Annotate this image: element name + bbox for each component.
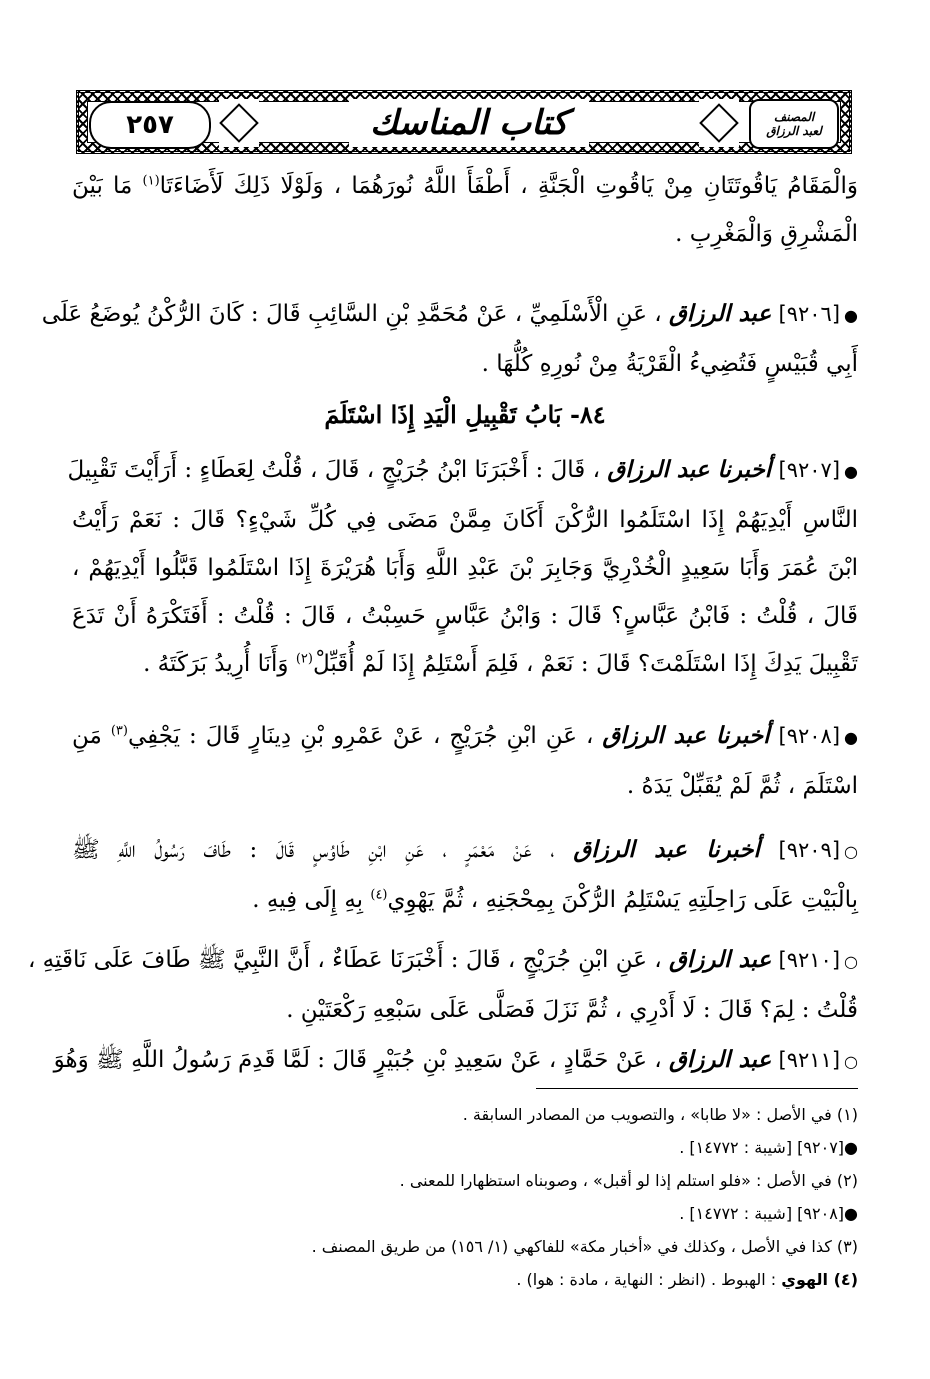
filled-bullet-icon: ●	[844, 462, 858, 481]
hadith-author: عبد الرزاق	[669, 1046, 772, 1073]
text-line	[72, 826, 858, 876]
hadith-number: [٩٢٠٧]	[778, 458, 841, 482]
footnote-marker: (٣)	[110, 723, 128, 739]
footnote-divider	[536, 1088, 858, 1089]
text-run: ، عَنْ حَمَّادٍ ، عَنْ سَعِيدِ بْنِ جُبَيْرٍ قَالَ : لَمَّا قَدِمَ رَسُولُ اللَّهِ ﷺ وَهُوَ	[53, 1047, 662, 1073]
hadith-number: [٩٢١١]	[778, 1048, 841, 1072]
hadith-9210	[27, 936, 858, 1034]
hollow-bullet-icon: ○	[844, 1052, 858, 1071]
hadith-number: [٩٢٠٨]	[778, 724, 841, 748]
text-run: ، قَالَ : أَخْبَرَنَا ابْنُ جُرَيْجٍ ، قَالَ ، قُلْتُ لِعَطَاءٍ : أَرَأَيْتَ تَقْبِيلَ	[67, 457, 601, 483]
hadith-number: [٩٢٠٩]	[778, 838, 841, 862]
footnote-2: (٢) في الأصل : «فلو استلم إذا لو أقبل» ، وصوبناه استظهارا للمعنى .	[399, 1171, 858, 1190]
hollow-bullet-icon: ○	[844, 952, 858, 971]
hadith-9207	[67, 446, 858, 688]
text-run: ، عَنِ ابْنِ جُرَيْجٍ ، قَالَ : أَخْبَرَنَا عَطَاءٌ ، أَنَّ النَّبِيَّ ﷺ طَافَ عَلَى نَاقَتِهِ ،	[27, 947, 662, 973]
filled-bullet-icon: ●	[844, 306, 858, 325]
text-block-top	[72, 162, 858, 258]
text-run: بِالْبَيْتِ عَلَى رَاحِلَتِهِ يَسْتَلِمُ الرُّكْنَ بِمِحْجَنِهِ ، ثُمَّ يَهْوِي	[387, 887, 858, 913]
hadith-9211	[53, 1036, 858, 1086]
hadith-9209	[72, 826, 858, 924]
text-run: ، عَنْ مَعْمَرٍ ، عَنِ ابْنِ طَاوُسٍ قَالَ : طَافَ رَسُولُ اللَّهِ ﷺ	[72, 837, 555, 863]
source-9207	[72, 1131, 858, 1164]
filled-bullet-icon: ●	[844, 1138, 858, 1157]
hadith-9208	[72, 712, 858, 810]
book-logo-line1: المصنف	[773, 110, 815, 124]
hadith-author: أخبرنا عبد الرزاق	[607, 456, 772, 483]
text-run: تَقْبِيلَ يَدِكَ إِذَا اسْتَلَمْتَ؟ قَالَ : نَعَمْ ، فَلِمَ أَسْتَلِمُ إِذَا لَمْ أُقَبِّلْ	[312, 651, 858, 677]
ornament-icon	[699, 99, 739, 147]
footnote-term: (٤) الهوي	[781, 1270, 858, 1289]
ornament-icon	[219, 99, 259, 147]
page-number: ٢٥٧	[89, 101, 211, 149]
text-line	[72, 640, 858, 688]
text-line: قَالَ ، قُلْتُ : فَابْنُ عَبَّاسٍ؟ قَالَ : وَابْنُ عَبَّاسٍ حَسِبْتُ ، قَالَ : قُلْتُ : أَفَتَكْرَهُ أَنْ تَدَعَ	[72, 603, 858, 629]
footnote-marker: (٤)	[370, 887, 388, 903]
text-run: وَالْمَقَامُ يَاقُوتَتَانِ مِنْ يَاقُوتِ الْجَنَّةِ ، أَطْفَأَ اللَّهُ نُورَهُمَا ، وَلَوْلَا ذَلِكَ لَأَضَاءَتَا	[159, 173, 858, 199]
source-text: [٩٢٠٧] [شيبة : ١٤٧٧٢] .	[679, 1138, 845, 1157]
source-9208	[72, 1197, 858, 1230]
chapter-heading: ٨٤- بَابُ تَقْبِيلِ الْيَدِ إِذَا اسْتَلَمَ	[324, 400, 606, 429]
footnote-3: (٣) كذا في الأصل ، وكذلك في «أخبار مكة» للفاكهي (١/ ١٥٦) من طريق المصنف .	[311, 1237, 858, 1256]
hadith-9206	[41, 290, 858, 388]
text-run: وَأَنَا أُرِيدُ بَرَكَتَهُ .	[143, 651, 289, 677]
hadith-author: أخبرنا عبد الرزاق	[602, 722, 770, 749]
text-run: ، عَنِ ابْنِ جُرَيْجٍ ، عَنْ عَمْرِو بْنِ دِينَارٍ قَالَ : يَجْفِي	[127, 723, 594, 749]
text-line	[53, 1036, 858, 1086]
text-run: مَا بَيْنَ	[72, 173, 133, 199]
hadith-author: عبد الرزاق	[669, 300, 772, 327]
book-logo	[749, 99, 839, 149]
text-run: بِهِ إِلَى فِيهِ .	[252, 887, 364, 913]
text-line	[72, 162, 858, 210]
text-line: أَبِي قُبَيْسٍ فَتُضِيءُ الْقَرْيَةُ مِنْ نُورِهِ كُلُّهَا .	[481, 351, 858, 377]
text-line	[41, 290, 858, 340]
text-line: الْمَشْرِقِ وَالْمَغْرِبِ .	[675, 221, 858, 247]
text-line: النَّاسِ أَيْدِيَهُمْ إِذَا اسْتَلَمُوا الرُّكْنَ أَكَانَ مِمَّنْ مَضَى فِي كُلِّ شَيْءٍ؟ قَالَ : نَعَمْ رَأَيْتُ	[72, 507, 858, 533]
footnote-4	[72, 1263, 858, 1296]
page-header	[76, 90, 852, 154]
hadith-number: [٩٢١٠]	[778, 948, 841, 972]
hollow-bullet-icon: ○	[844, 842, 859, 861]
footnotes	[72, 1098, 858, 1296]
text-line	[67, 446, 858, 496]
text-line: قُلْتُ : لِمَ؟ قَالَ : لَا أَدْرِي ، ثُمَّ نَزَلَ فَصَلَّى عَلَى سَبْعِهِ رَكْعَتَيْنِ .	[286, 997, 858, 1023]
text-line	[72, 712, 858, 762]
footnote-text: : الهبوط . (انظر : النهاية ، مادة : هوا) .	[516, 1270, 777, 1289]
hadith-author: عبد الرزاق	[669, 946, 772, 973]
hadith-author: أخبرنا عبد الرزاق	[573, 836, 760, 863]
text-line	[72, 876, 858, 924]
source-text: [٩٢٠٨] [شيبة : ١٤٧٧٢] .	[679, 1204, 845, 1223]
text-line	[27, 936, 858, 986]
filled-bullet-icon: ●	[844, 728, 859, 747]
footnote-marker: (١)	[142, 173, 160, 189]
hadith-number: [٩٢٠٦]	[778, 302, 841, 326]
footnote-1: (١) في الأصل : «لا طابا» ، والتصويب من المصادر السابقة .	[462, 1105, 858, 1124]
running-title: كتاب المناسك	[349, 99, 589, 147]
text-run: مَنِ	[72, 723, 102, 749]
filled-bullet-icon: ●	[844, 1204, 858, 1223]
text-line: اسْتَلَمَ ، ثُمَّ لَمْ يُقَبِّلْ يَدَهُ .	[626, 773, 858, 799]
text-run: ، عَنِ الْأَسْلَمِيِّ ، عَنْ مُحَمَّدِ بْنِ السَّائِبِ قَالَ : كَانَ الرُّكْنُ يُوضَعُ عَلَى	[41, 301, 662, 327]
book-logo-line2: لعبد الرزاق	[766, 124, 822, 138]
text-line: ابْنَ عُمَرَ وَأَبَا سَعِيدٍ الْخُدْرِيَّ وَجَابِرَ بْنَ عَبْدِ اللَّهِ وَأَبَا هُرَيْرَةَ إِذَا اسْتَلَمُوا قَبَّلُوا أَيْدِيَهُمْ ،	[72, 555, 858, 581]
footnote-marker: (٢)	[295, 651, 313, 667]
